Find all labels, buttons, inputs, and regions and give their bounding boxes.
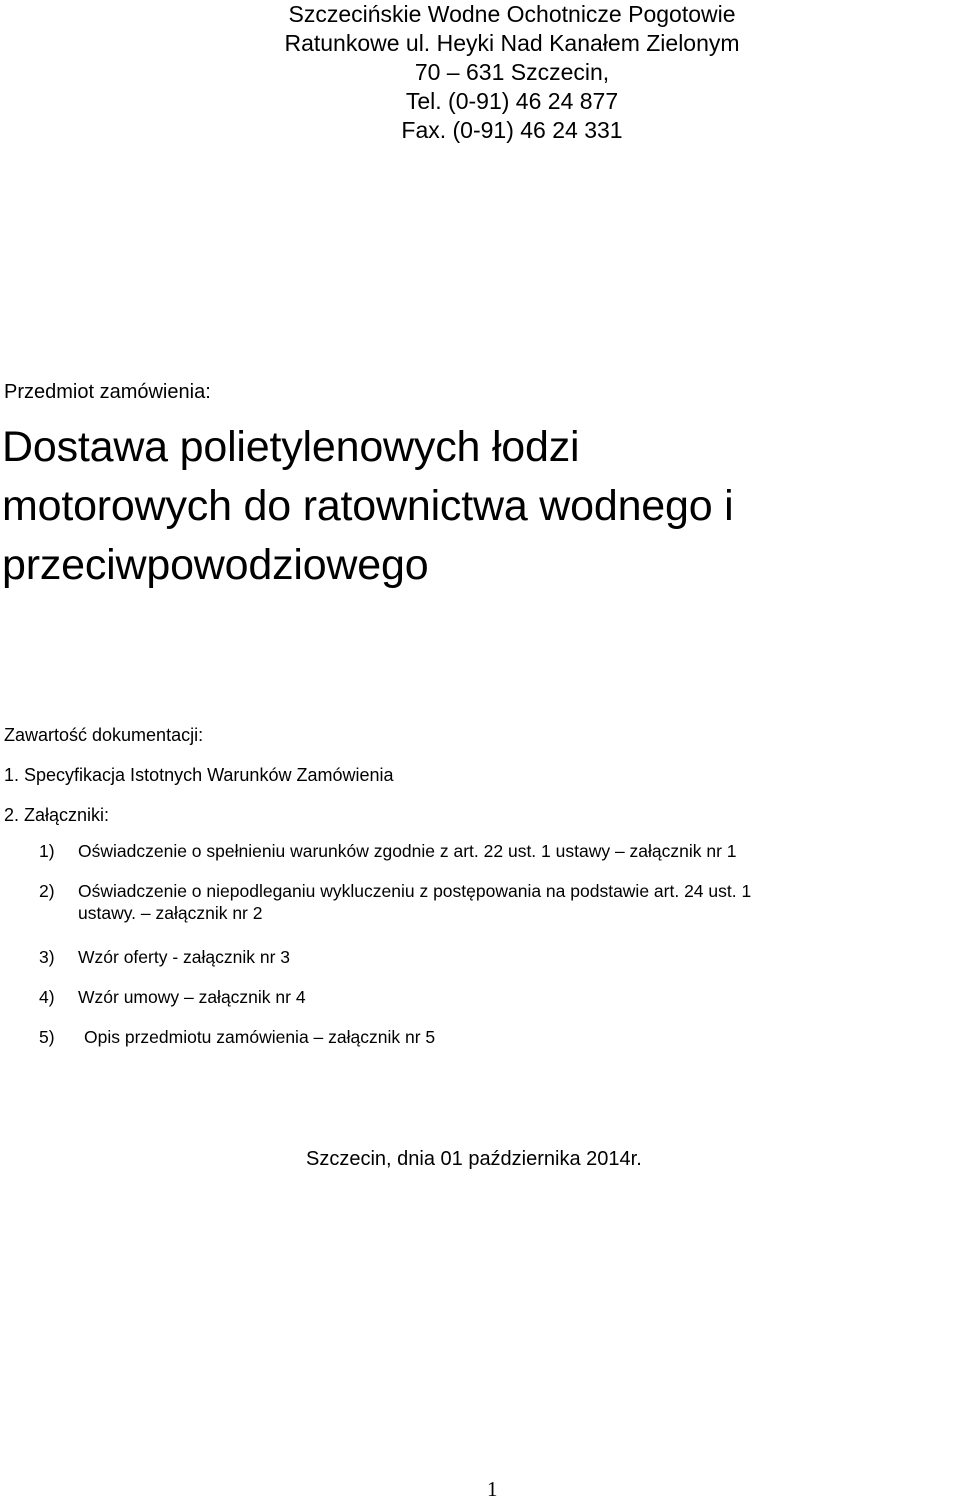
attachment-number: 5) — [39, 1027, 55, 1047]
header-line: 70 – 631 Szczecin, — [414, 59, 610, 85]
document-date: Szczecin, dnia 01 października 2014r. — [306, 1148, 642, 1170]
attachment-text: Wzór oferty - załącznik nr 3 — [78, 947, 290, 967]
attachment-text-line: ustawy. – załącznik nr 2 — [78, 903, 263, 923]
attachment-text: Opis przedmiotu zamówienia – załącznik nr 5 — [84, 1027, 436, 1047]
attachment-number: 1) — [39, 841, 55, 861]
attachment-item — [39, 880, 960, 924]
subject-title-line: motorowych do ratownictwa wodnego i — [2, 482, 734, 530]
attachment-text: Wzór umowy – załącznik nr 4 — [78, 987, 306, 1007]
attachment-item — [39, 1026, 960, 1048]
header-line: Szczecińskie Wodne Ochotnicze Pogotowie — [288, 1, 736, 27]
subject-label: Przedmiot zamówienia: — [4, 381, 211, 403]
header-line: Tel. (0-91) 46 24 877 — [405, 88, 619, 114]
attachment-item — [39, 840, 960, 862]
attachment-number: 3) — [39, 947, 55, 967]
page-number: 1 — [487, 1477, 498, 1501]
contents-item: 2. Załączniki: — [4, 805, 110, 825]
attachment-text-line: Oświadczenie o niepodleganiu wykluczeniu z postępowania na podstawie art. 24 ust. 1 — [78, 881, 752, 901]
contents-label: Zawartość dokumentacji: — [4, 725, 204, 745]
subject-title — [2, 418, 734, 595]
attachment-text — [39, 880, 960, 924]
attachment-item — [39, 986, 960, 1008]
header-line: Fax. (0-91) 46 24 331 — [401, 117, 623, 143]
attachment-text: Oświadczenie o spełnieniu warunków zgodnie z art. 22 ust. 1 ustawy – załącznik nr 1 — [78, 841, 737, 861]
subject-title-line: przeciwpowodziowego — [2, 541, 429, 589]
organization-header — [0, 0, 960, 145]
attachment-number: 4) — [39, 987, 55, 1007]
attachment-number: 2) — [39, 881, 55, 901]
header-line: Ratunkowe ul. Heyki Nad Kanałem Zielonym — [284, 30, 740, 56]
contents-item: 1. Specyfikacja Istotnych Warunków Zamówienia — [4, 765, 394, 785]
attachment-item — [39, 946, 960, 968]
subject-title-line: Dostawa polietylenowych łodzi — [2, 423, 580, 471]
